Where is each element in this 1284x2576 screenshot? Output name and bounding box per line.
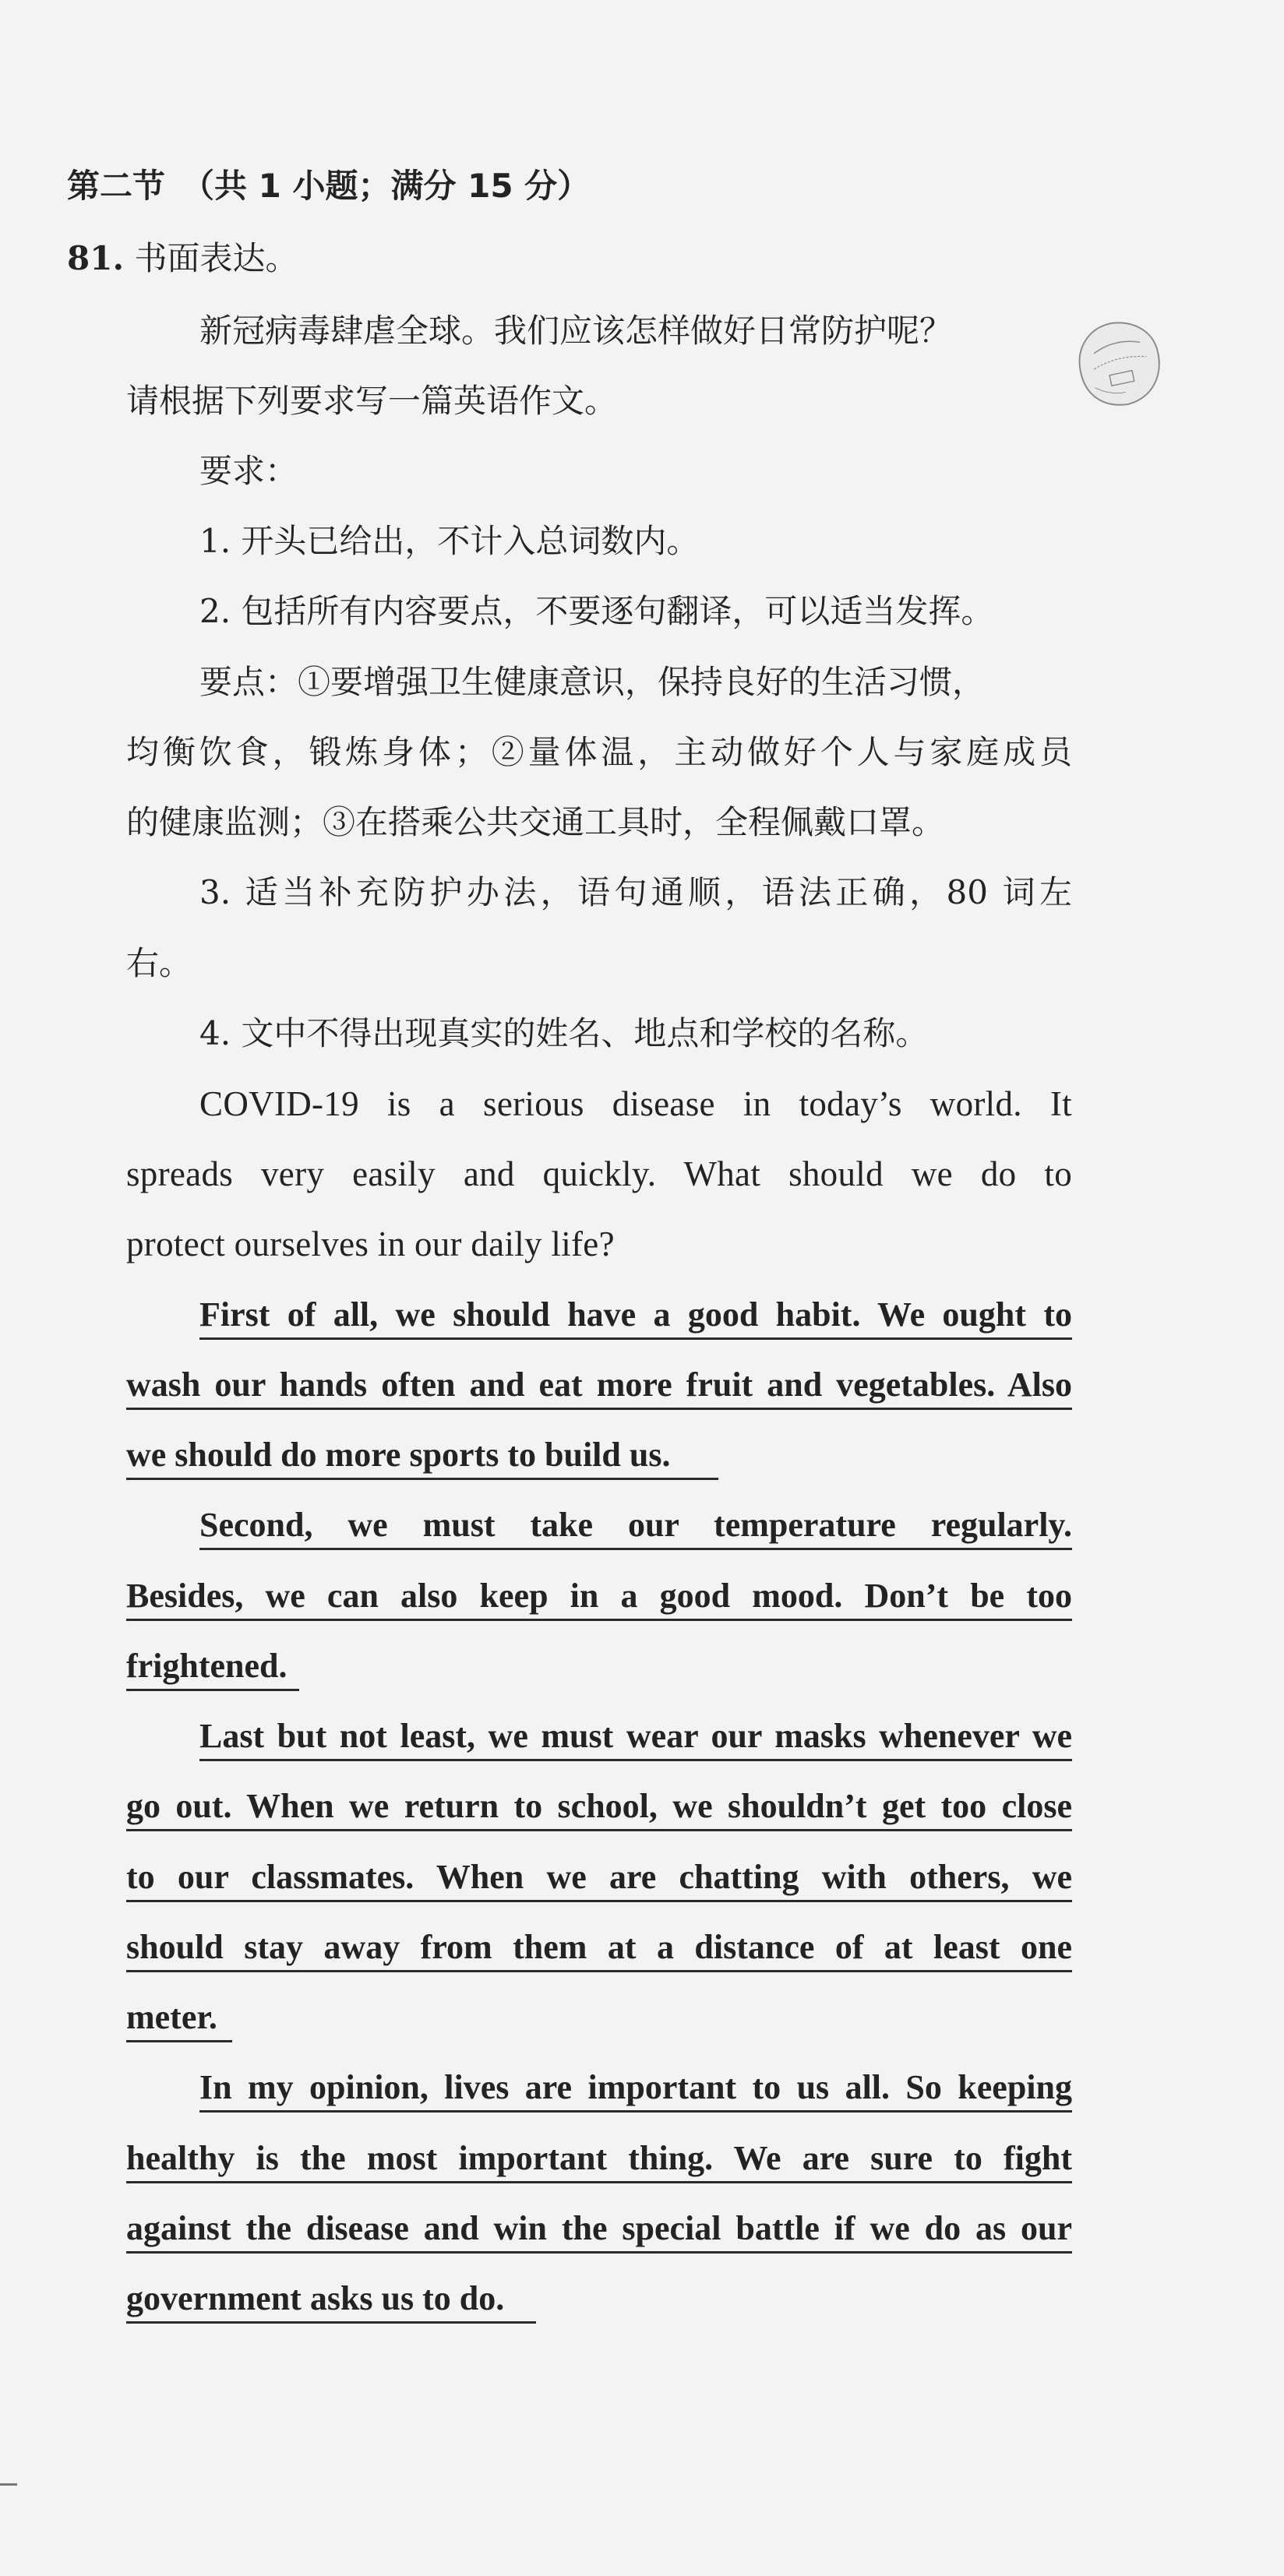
requirement-3: 3. 适当补充防护办法，语句通顺，语法正确，80 词左 — [199, 873, 1072, 911]
answer-line: against the disease and win the special battle if we do as our — [126, 2205, 1072, 2254]
divider — [0, 2483, 17, 2486]
answer-line: should stay away from them at a distance of at least one — [126, 1924, 1072, 1972]
given-opening-line: protect ourselves in our daily life? — [126, 1225, 615, 1263]
answer-line: go out. When we return to school, we shouldn’t get too close — [126, 1783, 1072, 1831]
prompt-line: 新冠病毒肆虐全球。我们应该怎样做好日常防护呢？ — [199, 312, 953, 350]
question-heading — [67, 235, 298, 282]
answer-line: Besides, we can also keep in a good mood. Don’t be too — [126, 1573, 1072, 1621]
question-title: 书面表达。 — [134, 239, 298, 277]
answer-line: Last but not least, we must wear our masks whenever we — [199, 1713, 1072, 1761]
requirement-4: 4. 文中不得出现真实的姓名、地点和学校的名称。 — [199, 1014, 929, 1052]
answer-line: to our classmates. When we are chatting with others, we — [126, 1854, 1072, 1902]
requirement-2: 2. 包括所有内容要点，不要逐句翻译，可以适当发挥。 — [199, 592, 994, 630]
prompt-line: 请根据下列要求写一篇英语作文。 — [126, 382, 618, 420]
requirements-label: 要求： — [199, 452, 298, 490]
answer-line: healthy is the most important thing. We are sure to fight — [126, 2135, 1072, 2183]
answer-line: Second, we must take our temperature regularly. — [199, 1502, 1072, 1550]
answer-line: meter. — [126, 1994, 232, 2042]
question-number: 81. — [67, 239, 125, 277]
answer-line: wash our hands often and eat more fruit and vegetables. Also — [126, 1362, 1072, 1410]
requirement-3-cont: 右。 — [126, 944, 192, 982]
stamp-icon — [1065, 309, 1174, 418]
answer-line: First of all, we should have a good habit. We ought to — [199, 1292, 1072, 1340]
answer-line: government asks us to do. — [126, 2275, 536, 2324]
answer-line: In my opinion, lives are important to us all. So keeping — [199, 2064, 1072, 2113]
given-opening-line: COVID-19 is a serious disease in today’s world. It — [199, 1084, 1072, 1123]
given-opening-line: spreads very easily and quickly. What should we do to — [126, 1154, 1072, 1193]
requirement-1: 1. 开头已给出，不计入总词数内。 — [199, 522, 700, 560]
key-points-line: 要点：①要增强卫生健康意识，保持良好的生活习惯， — [199, 663, 986, 701]
key-points-line: 的健康监测；③在搭乘公共交通工具时，全程佩戴口罩。 — [126, 803, 945, 841]
answer-line: we should do more sports to build us. — [126, 1432, 718, 1480]
answer-line: frightened. — [126, 1643, 299, 1691]
section-header: 第二节 （共 1 小题；满分 15 分） — [67, 167, 591, 205]
key-points-line: 均衡饮食，锻炼身体；②量体温，主动做好个人与家庭成员 — [126, 733, 1072, 771]
